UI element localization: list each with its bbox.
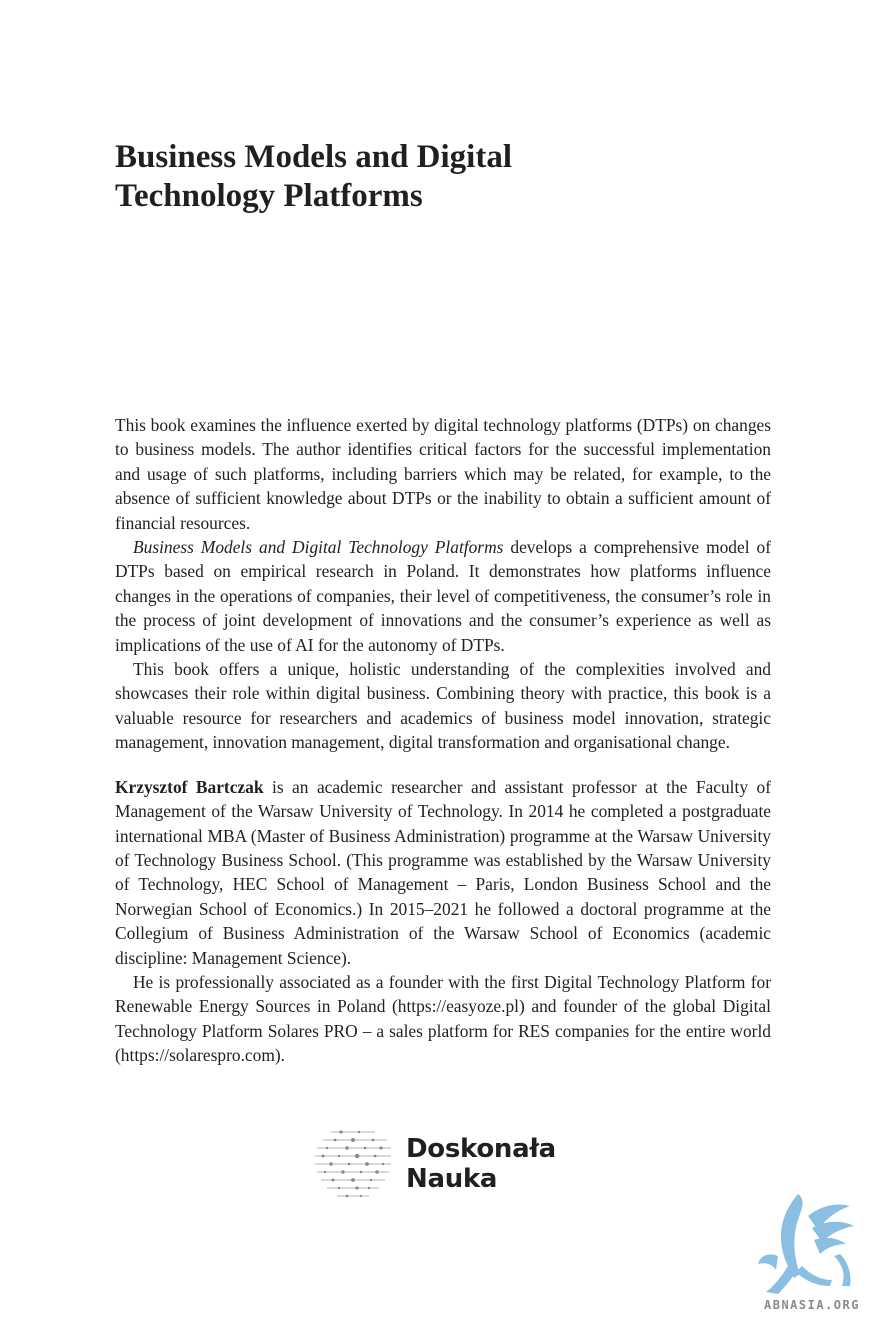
logo-line-1: Doskonała <box>406 1134 556 1164</box>
description-paragraph-1: This book examines the influence exerted by digital technology platforms (DTPs) on changes to business models. The author identifies critical factors for the successful implementation and usage of such platforms, including barriers which may be related, for example, to the absence of sufficient knowledge about DTPs or the inability to obtain a sufficient amount of financial resources. <box>115 415 771 533</box>
description-paragraph-3: This book offers a unique, holistic understanding of the complexities involved and showcases their role within digital business. Combining theory with practice, this book is a valuable resource for researchers and academics of business model innovation, strategic management, innovation management, digital transformation and organisational change. <box>115 659 771 753</box>
logo-line-2: Nauka <box>406 1164 498 1194</box>
author-bio-paragraph-1 <box>115 775 771 970</box>
back-cover-text <box>115 413 771 1068</box>
watermark-text: ABNASIA.ORG <box>764 1298 860 1312</box>
title-line-2: Technology Platforms <box>115 178 423 214</box>
description-paragraph-2-rest: develops a comprehensive model of DTPs based on empirical research in Poland. It demonstrates how platforms influence changes in the operations of companies, their level of competitiveness, the consumer’s role in the process of joint development of innovations and the consumer’s experience as well as implications of the use of AI for the autonomy of DTPs. <box>115 537 771 655</box>
logo-wordmark <box>406 1134 556 1194</box>
book-title-italic: Business Models and Digital Technology Platforms <box>133 537 504 558</box>
author-name: Krzysztof Bartczak <box>115 776 264 797</box>
doskonala-nauka-logo <box>313 1124 573 1208</box>
book-title <box>115 138 755 216</box>
dotted-lines-icon <box>313 1124 393 1204</box>
author-bio-text: is an academic researcher and assistant professor at the Faculty of Management of the Warsaw University of Technology. In 2014 he completed a postgraduate international MBA (Master of Business Administration) programme at the Warsaw University of Technology Business School. (This programme was established by the Warsaw University of Technology, HEC School of Management – Paris, London Business School and the Norwegian School of Economics.) In 2015–2021 he followed a doctoral programme at the Collegium of Business Administration of the Warsaw School of Economics (academic discipline: Management Science). <box>115 776 771 968</box>
title-line-1: Business Models and Digital <box>115 139 512 175</box>
abnasia-watermark <box>738 1186 885 1327</box>
griffin-icon <box>738 1186 885 1301</box>
description-paragraph-2 <box>115 535 771 657</box>
author-bio-paragraph-2: He is professionally associated as a founder with the first Digital Technology Platform for Renewable Energy Sources in Poland (https://easyoze.pl) and founder of the global Digital Technology Platform Solares PRO – a sales platform for RES companies for the entire world (https://solarespro.com). <box>115 971 771 1066</box>
